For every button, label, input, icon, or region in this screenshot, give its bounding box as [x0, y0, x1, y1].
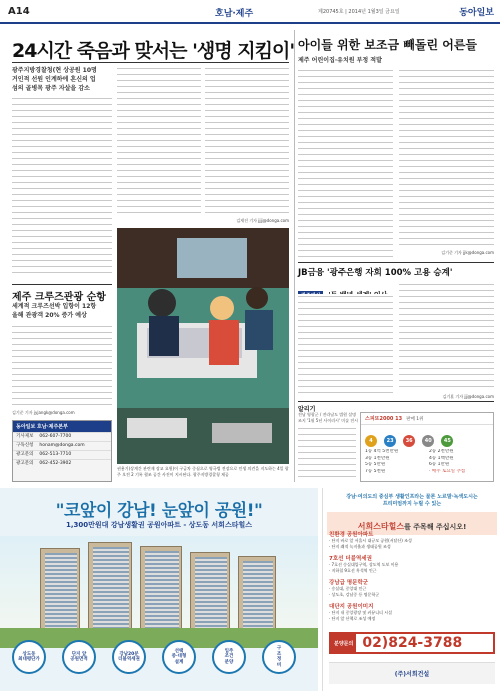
- ad-section-line: · 지하철 9호선 흑석역 인근: [329, 568, 377, 573]
- notice-title: 알리기: [298, 406, 316, 413]
- headline-rule: [12, 62, 289, 63]
- lotto-amount: 1만원: [437, 462, 450, 467]
- lotto-row: [361, 469, 425, 476]
- side-deck-line: 올해 관광객 20% 증가 예상: [12, 312, 87, 319]
- building-windows: [145, 551, 179, 635]
- ad-tagline-line: 프리미엄까지 누릴 수 있는: [382, 501, 442, 507]
- right-byline: 김기준 기자 jjk@donga.com: [441, 250, 494, 255]
- page-header: [0, 0, 500, 24]
- lotto-subtitle: 판매 1위: [406, 416, 424, 422]
- bureau-row-label: 광고문의: [16, 461, 34, 466]
- side-deck-line: 세계적 크루즈선박 입항이 12항: [12, 303, 97, 310]
- building-windows: [195, 557, 227, 635]
- bureau-row-label: 구독신청: [16, 443, 34, 448]
- lotto-box: [360, 412, 494, 482]
- ad-feature-circle: 입주 조건 분양: [212, 640, 246, 674]
- notice-item: 조지 '1월 5년 사이러시' 미술 전시: [298, 418, 359, 423]
- main-deck-line: 섬의 골병목 광주 자살을 감소: [12, 85, 90, 92]
- photo-caption: [117, 466, 289, 484]
- ad-section-title: 대단지 공원이미지: [329, 604, 374, 610]
- ad-sponsor: (주)서희건설: [394, 671, 430, 678]
- ad-section-title: 7호선 더블역세권: [329, 556, 372, 562]
- apartment-building: [88, 542, 132, 638]
- photo-caption-text: 권용기(상계간 관련재 장교 요원)이 구급차 중심으로 영국법 전장으로 인생 의견을 지도하는 4일 광주 오전 2 기록 협조 공간 사진이 지시된다.: [117, 466, 289, 477]
- masthead-logo: 동아일보: [459, 8, 494, 18]
- lotto-prize-list: [361, 449, 493, 475]
- bureau-row-label: 기사제보: [16, 434, 34, 439]
- notice-rule: [298, 401, 494, 402]
- ad-section-title: 친환경 공원아파트: [329, 532, 374, 538]
- section-name: 호남·제주: [215, 9, 254, 19]
- ad-section-line: · 7호선 숭실대입구역, 상도역 도보 이용: [329, 562, 399, 567]
- side-deck: [12, 302, 112, 320]
- ad-phone-label: 분양문의: [331, 634, 356, 653]
- ad-section-line: · 단지 앞 산책로 조성 예정: [329, 616, 376, 621]
- lotto-header: [361, 413, 493, 425]
- lotto-rank: 4등: [429, 455, 437, 461]
- news-photo: [117, 228, 289, 464]
- bureau-row: [13, 459, 111, 468]
- right-rule: [298, 262, 494, 263]
- ad-section-line: · 단지 바로 앞 서울시 대규모 공원(서달산) 조성: [329, 538, 412, 543]
- ad-tagline-line: 강남·여의도의 중심부 생활인프라는 물론 노르말·녹색도시는: [346, 494, 478, 500]
- lotto-footer: · 매주 토요일 추첨: [429, 468, 466, 474]
- column-headline: JB금융 '광주은행 자회 100% 고용 승계': [298, 268, 453, 278]
- ad-section-line: · 숭실대, 중앙대 인근: [329, 586, 367, 591]
- ad-feature-circle: 강남20분 더블역세권: [112, 640, 146, 674]
- lotto-amount: 4억 5천만원: [373, 449, 399, 454]
- notice-item: 전남 영광군 / 전라남도 법원 설명: [298, 412, 356, 417]
- apartment-ad-details: [322, 488, 500, 691]
- right-body-col2: [399, 68, 494, 248]
- apartment-building: [40, 548, 80, 638]
- lotto-title: 스피또2000 13: [365, 416, 403, 422]
- photo-byline: 광주지방경찰청 제공: [192, 472, 229, 477]
- ad-section-line: · 상도초, 강남중 등 명문학군: [329, 592, 380, 597]
- main-headline: 24시간 죽음과 맞서는 '생명 지킴이': [12, 40, 295, 62]
- apartment-building: [238, 556, 276, 638]
- lotto-balls: [361, 425, 493, 449]
- ad-section-line: · 단지 쾌적 녹지율과 생태공원 조성: [329, 544, 391, 549]
- bureau-row: [13, 432, 111, 441]
- lotto-amount: 1백만원: [437, 455, 454, 461]
- bureau-row-label: 광고문의: [16, 452, 34, 457]
- ad-subheadline: 1,300만원대 강남생활권 공원아파트 - 상도동 서희스타힐스: [66, 521, 252, 529]
- ad-sponsor-bar: [329, 662, 495, 684]
- main-byline: 김재진 기자 jjjj@donga.com: [236, 218, 289, 223]
- main-deck-line: 거인적 선원 인계하에 혼신의 업: [12, 76, 96, 83]
- lotto-rank: 7등: [365, 468, 373, 474]
- lotto-amount: 5천원: [373, 468, 386, 474]
- lotto-rank: 2등: [429, 449, 437, 454]
- lotto-rank: 3등: [365, 455, 373, 461]
- lotto-amount: 5만원: [373, 462, 386, 467]
- lotto-ball: 36: [403, 435, 415, 447]
- lotto-ball: 4: [365, 435, 377, 447]
- ad-headline: "코앞이 강남! 눈앞이 공원!": [55, 501, 263, 521]
- ambulance-scene-illustration: [117, 228, 289, 464]
- lotto-ball: 23: [384, 435, 396, 447]
- side-rule: [12, 284, 112, 285]
- bureau-row: [13, 450, 111, 459]
- ad-section-title: 강남급 명문학군: [329, 580, 369, 586]
- column-divider: [294, 30, 295, 482]
- apartment-ad: [0, 488, 318, 691]
- column-body-col2: [399, 282, 494, 392]
- bureau-row-value: 062-452-3902: [39, 461, 72, 466]
- right-headline: 아이들 위한 보조금 빼돌린 어른들: [298, 38, 478, 52]
- page-number: A14: [8, 6, 30, 17]
- main-body-col1: [12, 96, 112, 278]
- ad-brand-suffix: 를 주목해 주십시오!: [404, 523, 467, 531]
- side-headline: 제주 크루즈관광 순항: [12, 292, 106, 303]
- edition-info: 제20745호 | 2014년 1월3일 금요일: [318, 9, 400, 15]
- ad-feature-circle: 단지 앞 공원면적: [62, 640, 96, 674]
- right-body-col1: [298, 68, 393, 258]
- column-byline: 김기훈 기자 jjj@donga.com: [442, 394, 494, 399]
- bureau-row-value: honam@donga.com: [39, 443, 85, 448]
- main-deck-line: 광주지방경찰청(현 상공원 10명: [12, 67, 97, 74]
- main-body-col2: [117, 66, 201, 216]
- building-windows: [45, 553, 77, 635]
- lotto-rank: 1등: [365, 449, 373, 454]
- ad-phone-number: 02)824-3788: [362, 635, 463, 651]
- ad-feature-circle: 선택 중·대형 설계: [162, 640, 196, 674]
- lotto-amount: 2천만원: [437, 449, 454, 454]
- ad-tagline: [327, 494, 497, 508]
- bureau-row-value: 062-513-7710: [39, 452, 72, 457]
- lotto-rank: 6등: [429, 462, 437, 467]
- side-body: [12, 324, 112, 408]
- bureau-box: [12, 420, 112, 482]
- lotto-ball: 45: [441, 435, 453, 447]
- ad-section-line: · 단지 내 중앙광장 및 커뮤니티 시설: [329, 610, 392, 615]
- lotto-ball: 40: [422, 435, 434, 447]
- main-body-col3: [205, 66, 289, 216]
- apartment-building: [190, 552, 230, 638]
- lotto-rank: 5등: [365, 462, 373, 467]
- bureau-row: [13, 441, 111, 450]
- ad-phone-box: [329, 632, 495, 654]
- side-byline: 김기준 기자 jyjangk@donga.com: [12, 410, 75, 415]
- apartment-building: [140, 546, 182, 638]
- ad-feature-circle: 상도동 최대평단가: [12, 640, 46, 674]
- bureau-row-value: 062-607-7700: [39, 434, 72, 439]
- bureau-title: 동아일보 호남·제주본부: [13, 421, 111, 432]
- notice-body: [298, 426, 356, 482]
- building-windows: [243, 561, 273, 635]
- main-deck: [12, 66, 112, 93]
- ad-feature-circle: 구 조 정 비: [262, 640, 296, 674]
- building-windows: [93, 547, 129, 635]
- lotto-amount: 1천만원: [373, 455, 390, 461]
- ad-brand: 서희스타힐스: [357, 522, 405, 531]
- column-body-col1: [298, 294, 393, 394]
- right-deck: 제주 어린이집·유치원 부정 적발: [298, 57, 382, 64]
